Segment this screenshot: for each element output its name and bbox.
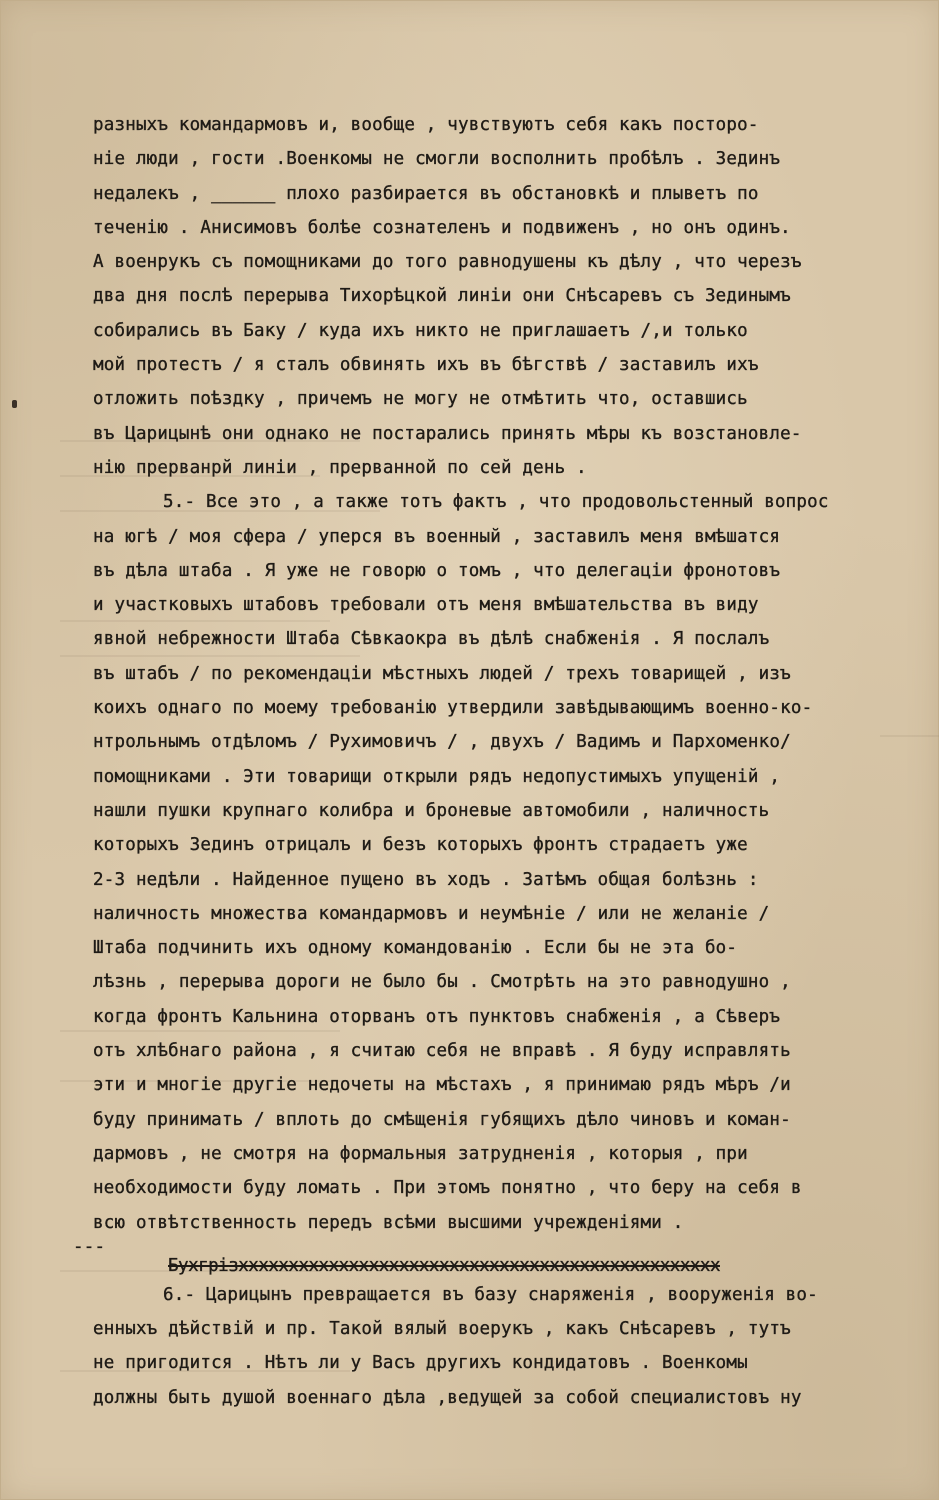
text-line: явной небрежности Штаба Сѣвкаокра въ дѣлѣ снабженія . Я послалъ	[93, 629, 770, 650]
text-line: въ дѣла штаба . Я уже не говорю о томъ , что делегаціи фронотовъ	[93, 560, 781, 581]
text-line: когда фронтъ Кальнина оторванъ отъ пунктовъ снабженія , а Сѣверъ	[93, 1006, 781, 1027]
text-line: собирались въ Баку / куда ихъ никто не приглашаетъ /,и только	[93, 320, 748, 341]
text-line: которыхъ Зединъ отрицалъ и безъ которыхъ фронтъ страдаетъ уже	[93, 835, 748, 856]
text-line: А военрукъ съ помощниками до того равнодушены къ дѣлу , что черезъ	[93, 252, 802, 273]
struck-out-line: Бухгрізхххххххххххххххххххххххххххххххххххххххххххххххх	[168, 1255, 720, 1276]
text-line: въ Царицынѣ они однако не постарались принять мѣры къ возстановле-	[93, 423, 802, 444]
text-line: недалекъ , ______ плохо разбирается въ обстановкѣ и плыветъ по	[93, 183, 759, 204]
text-line: разныхъ командармовъ и, вообще , чувствуютъ себя какъ посторо-	[93, 115, 759, 135]
text-line: на югѣ / моя сфера / уперся въ военный , заставилъ меня вмѣшатся	[93, 526, 781, 547]
text-line: лѣзнь , перерыва дороги не было бы . Смотрѣть на это равнодушно ,	[93, 972, 791, 993]
text-line: и участковыхъ штабовъ требовали отъ меня вмѣшательства въ виду	[93, 595, 759, 616]
text-line: въ штабъ / по рекомендаціи мѣстныхъ людей / трехъ товарищей , изъ	[93, 663, 791, 684]
text-line: отъ хлѣбнаго района , я считаю себя не вправѣ . Я буду исправлять	[93, 1041, 791, 1062]
text-line: ніе люди , гости .Военкомы не смогли восполнить пробѣлъ . Зединъ	[93, 149, 781, 170]
text-line: коихъ однаго по моему требованію утвердили завѣдывающимъ военно-ко-	[93, 698, 813, 719]
text-line: нію прерванрй линіи , прерванной по сей день .	[93, 457, 587, 478]
text-line: два дня послѣ перерыва Тихорѣцкой линіи они Снѣсаревъ съ Зединымъ	[93, 286, 791, 307]
text-line: должны быть душой военнаго дѣла ,ведущей за собой специалистовъ ну	[93, 1387, 802, 1408]
text-line: эти и многіе другіе недочеты на мѣстахъ , я принимаю рядъ мѣръ /и	[93, 1075, 791, 1096]
text-line: дармовъ , не смотря на формальныя затрудненія , которыя , при	[93, 1143, 748, 1164]
text-line: Штаба подчинить ихъ одному командованію . Если бы не эта бо-	[93, 938, 738, 959]
text-line: нашли пушки крупнаго колибра и броневые автомобили , наличность	[93, 800, 770, 821]
text-line: 2-3 недѣли . Найденное пущено въ ходъ . Затѣмъ общая болѣзнь :	[93, 869, 759, 890]
text-line: мой протестъ / я сталъ обвинять ихъ въ бѣгствѣ / заставилъ ихъ	[93, 355, 759, 376]
separator-dashes: ---	[73, 1239, 106, 1254]
paragraph-5-start: 5.- Все это , а также тотъ фактъ , что продовольстенный вопрос	[163, 492, 829, 513]
text-line: теченію . Анисимовъ болѣе сознателенъ и подвиженъ , но онъ одинъ.	[93, 217, 791, 238]
text-line: всю отвѣтственность передъ всѣми высшими учрежденіями .	[93, 1212, 684, 1233]
text-line: не пригодится . Нѣтъ ли у Васъ другихъ кондидатовъ . Военкомы	[93, 1353, 748, 1374]
text-line: помощниками . Эти товарищи открыли рядъ недопустимыхъ упущеній ,	[93, 766, 781, 787]
text-line: буду принимать / вплоть до смѣщенія губящихъ дѣло чиновъ и коман-	[93, 1109, 791, 1130]
text-line: наличность множества командармовъ и неумѣніе / или не желаніе /	[93, 903, 770, 924]
text-line: енныхъ дѣйствій и пр. Такой вялый воерукъ , какъ Снѣсаревъ , тутъ	[93, 1319, 791, 1340]
text-line: нтрольнымъ отдѣломъ / Рухимовичъ / , двухъ / Вадимъ и Пархоменко/	[93, 732, 791, 753]
paragraph-6-start: 6.- Царицынъ превращается въ базу снаряженія , вооруженія во-	[163, 1284, 818, 1305]
text-line: необходимости буду ломать . При этомъ понятно , что беру на себя в	[93, 1178, 802, 1199]
text-line: отложить поѣздку , причемъ не могу не отмѣтить что, оставшись	[93, 389, 748, 410]
margin-ink-mark	[12, 400, 17, 408]
typed-letter-text	[73, 108, 913, 1415]
